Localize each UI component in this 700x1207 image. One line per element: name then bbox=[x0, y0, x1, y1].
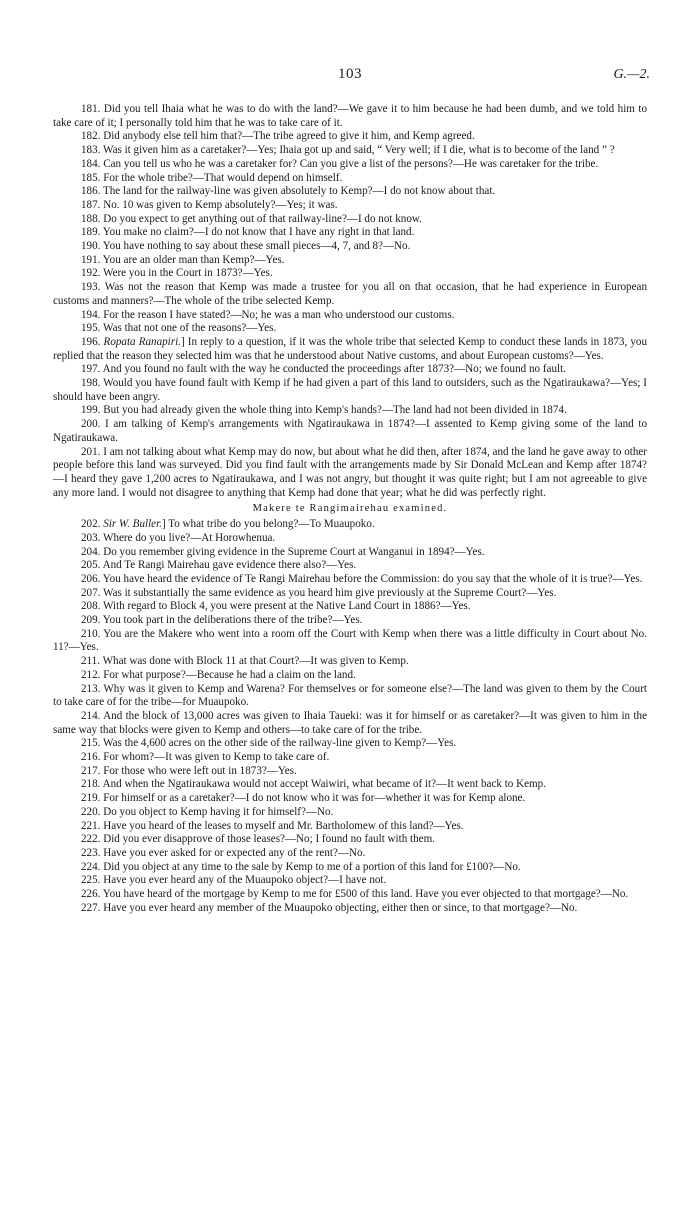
paragraph-text: 187. No. 10 was given to Kemp absolutely?—Yes; it was. bbox=[81, 198, 338, 211]
evidence-paragraph bbox=[53, 806, 647, 820]
evidence-paragraph bbox=[53, 710, 647, 737]
evidence-paragraph bbox=[53, 833, 647, 847]
evidence-paragraph bbox=[53, 737, 647, 751]
evidence-paragraph bbox=[53, 628, 647, 655]
evidence-paragraph bbox=[53, 158, 647, 172]
evidence-paragraph bbox=[53, 902, 647, 916]
paragraph-text: 188. Do you expect to get anything out of that railway-line?—I do not know. bbox=[81, 212, 422, 225]
evidence-paragraph bbox=[53, 322, 647, 336]
paragraph-text: 208. With regard to Block 4, you were present at the Native Land Court in 1886?—Yes. bbox=[81, 600, 471, 613]
evidence-paragraph bbox=[53, 130, 647, 144]
paragraph-text: 186. The land for the railway-line was given absolutely to Kemp?—I do not know about that. bbox=[81, 185, 496, 198]
paragraph-text: 214. And the block of 13,000 acres was given to Ihaia Taueki: was it for himself or as caretaker?—It was given to him in the same way that blocks were given to Kemp and others—to take care of for the tribe. bbox=[53, 709, 647, 736]
speaker-name: Sir W. Buller. bbox=[103, 518, 162, 531]
page-header bbox=[0, 68, 700, 84]
paragraph-text: 190. You have nothing to say about these small pieces—4, 7, and 8?—No. bbox=[81, 240, 411, 253]
page-body bbox=[53, 103, 647, 915]
evidence-paragraph bbox=[53, 683, 647, 710]
paragraph-text: 206. You have heard the evidence of Te Rangi Mairehau before the Commission: do you say that the whole of it is true?—Yes. bbox=[81, 572, 643, 585]
evidence-paragraph bbox=[53, 559, 647, 573]
paragraph-text: 181. Did you tell Ihaia what he was to do with the land?—We gave it to him because he had been dumb, and we told him to take care of it; I personally told him that he was to take care of it. bbox=[53, 103, 647, 129]
evidence-section-1 bbox=[53, 103, 647, 500]
evidence-paragraph bbox=[53, 254, 647, 268]
evidence-paragraph bbox=[53, 418, 647, 445]
paragraph-text: 211. What was done with Block 11 at that Court?—It was given to Kemp. bbox=[81, 655, 409, 668]
paragraph-text: 215. Was the 4,600 acres on the other side of the railway-line given to Kemp?—Yes. bbox=[81, 737, 457, 750]
evidence-paragraph bbox=[53, 778, 647, 792]
paragraph-text: 192. Were you in the Court in 1873?—Yes. bbox=[81, 267, 273, 280]
evidence-paragraph bbox=[53, 240, 647, 254]
evidence-paragraph bbox=[53, 144, 647, 158]
paragraph-text: 217. For those who were left out in 1873?—Yes. bbox=[81, 764, 297, 777]
page-number: 103 bbox=[338, 66, 362, 82]
speaker-name: Ropata Ranapiri. bbox=[103, 335, 181, 348]
evidence-paragraph bbox=[53, 404, 647, 418]
paragraph-text: 203. Where do you live?—At Horowhenua. bbox=[81, 531, 276, 544]
evidence-paragraph bbox=[53, 363, 647, 377]
evidence-paragraph bbox=[53, 751, 647, 765]
paragraph-text: 222. Did you ever disapprove of those leases?—No; I found no fault with them. bbox=[81, 833, 435, 846]
paragraph-text: 189. You make no claim?—I do not know that I have any right in that land. bbox=[81, 226, 415, 239]
paragraph-text: 218. And when the Ngatiraukawa would not accept Waiwiri, what became of it?—It went back to Kemp. bbox=[81, 778, 547, 791]
evidence-paragraph bbox=[53, 267, 647, 281]
paragraph-text: 194. For the reason I have stated?—No; he was a man who understood our customs. bbox=[81, 308, 455, 321]
evidence-paragraph bbox=[53, 336, 647, 363]
paragraph-text: 225. Have you ever heard any of the Muaupoko object?—I have not. bbox=[81, 874, 387, 887]
evidence-paragraph bbox=[53, 792, 647, 806]
paragraph-text: 212. For what purpose?—Because he had a claim on the land. bbox=[81, 668, 356, 681]
question-number: 202. bbox=[81, 518, 104, 531]
paragraph-text: 184. Can you tell us who he was a caretaker for? Can you give a list of the persons?—He was caretaker for the tribe. bbox=[81, 157, 599, 170]
evidence-paragraph bbox=[53, 281, 647, 308]
paragraph-text: 195. Was that not one of the reasons?—Yes. bbox=[81, 322, 277, 335]
document-reference: G.—2. bbox=[613, 67, 650, 82]
paragraph-text: 200. I am talking of Kemp's arrangements with Ngatiraukawa in 1874?—I assented to Kemp giving some of the land to Ngatiraukawa. bbox=[53, 418, 647, 444]
evidence-paragraph bbox=[53, 172, 647, 186]
evidence-paragraph bbox=[53, 213, 647, 227]
paragraph-text: 207. Was it substantially the same evidence as you heard him give previously at the Supreme Court?—Yes. bbox=[81, 586, 557, 599]
evidence-paragraph bbox=[53, 103, 647, 130]
evidence-paragraph bbox=[53, 820, 647, 834]
paragraph-text: 221. Have you heard of the leases to myself and Mr. Bartholomew of this land?—Yes. bbox=[81, 819, 464, 832]
paragraph-text: 205. And Te Rangi Mairehau gave evidence there also?—Yes. bbox=[81, 559, 357, 572]
paragraph-text: 220. Do you object to Kemp having it for himself?—No. bbox=[81, 805, 334, 818]
evidence-section-2 bbox=[53, 518, 647, 915]
evidence-paragraph bbox=[53, 765, 647, 779]
paragraph-text: 201. I am not talking about what Kemp may do now, but about what he did then, after 1874, and the land he gave away to other people before this land was surveyed. Did you find fault with the arrangements made by Sir Donald McLean and Kemp after 1874?—I heard they gave 1,200 acres to Ngatiraukawa, and I was not angry, but thought it was quite right; but I am not agreeable to give any more land. I would not disagree to anything that Kemp had done that year; what he did was perfectly right. bbox=[53, 445, 647, 499]
question-number: 196. bbox=[81, 335, 104, 348]
paragraph-text: ] To what tribe do you belong?—To Muaupoko. bbox=[161, 518, 375, 531]
paragraph-text: 191. You are an older man than Kemp?—Yes. bbox=[81, 253, 285, 266]
evidence-paragraph bbox=[53, 573, 647, 587]
paragraph-text: 224. Did you object at any time to the sale by Kemp to me of a portion of this land for £100?—No. bbox=[81, 860, 521, 873]
evidence-paragraph bbox=[53, 199, 647, 213]
paragraph-text: 197. And you found no fault with the way he conducted the proceedings after 1873?—No; we found no fault. bbox=[81, 363, 566, 376]
evidence-paragraph bbox=[53, 600, 647, 614]
paragraph-text: 216. For whom?—It was given to Kemp to take care of. bbox=[81, 751, 330, 764]
paragraph-text: 210. You are the Makere who went into a room off the Court with Kemp when there was a little difficulty in Court about No. 11?—Yes. bbox=[53, 627, 647, 654]
evidence-paragraph bbox=[53, 587, 647, 601]
evidence-paragraph bbox=[53, 446, 647, 501]
paragraph-text: 185. For the whole tribe?—That would depend on himself. bbox=[81, 171, 343, 184]
paragraph-text: 223. Have you ever asked for or expected any of the rent?—No. bbox=[81, 846, 366, 859]
witness-heading: Makere te Rangimairehau examined. bbox=[252, 503, 448, 515]
paragraph-text: 213. Why was it given to Kemp and Warena? For themselves or for someone else?—The land was given to them by the Court to take care of for the tribe—for Muaupoko. bbox=[53, 682, 647, 709]
paragraph-text: 209. You took part in the deliberations there of the tribe?—Yes. bbox=[81, 614, 363, 627]
evidence-paragraph bbox=[53, 309, 647, 323]
evidence-paragraph bbox=[53, 888, 647, 902]
evidence-paragraph bbox=[53, 518, 647, 532]
paragraph-text: 227. Have you ever heard any member of the Muaupoko objecting, either then or since, to that mortgage?—No. bbox=[81, 901, 578, 914]
paragraph-text: 198. Would you have found fault with Kemp if he had given a part of this land to outsiders, such as the Ngatiraukawa?—Yes; I should have been angry. bbox=[53, 377, 647, 403]
evidence-paragraph bbox=[53, 377, 647, 404]
evidence-paragraph bbox=[53, 532, 647, 546]
evidence-paragraph bbox=[53, 847, 647, 861]
paragraph-text: 219. For himself or as a caretaker?—I do not know who it was for—whether it was for Kemp alone. bbox=[81, 792, 526, 805]
paragraph-text: ] In reply to a question, if it was the whole tribe that selected Kemp to conduct these lands in 1873, you replied that the reason they selected him was that he understood about Native customs, and about European customs?—Yes. bbox=[53, 335, 647, 362]
paragraph-text: 183. Was it given him as a caretaker?—Yes; Ihaia got up and said, “ Very well; if I die, what is to become of the land ” ? bbox=[81, 144, 615, 157]
paragraph-text: 193. Was not the reason that Kemp was made a trustee for you all on that occasion, that he had experience in European customs and manners?—The whole of the tribe selected Kemp. bbox=[53, 281, 647, 307]
evidence-paragraph bbox=[53, 861, 647, 875]
evidence-paragraph bbox=[53, 669, 647, 683]
paragraph-text: 204. Do you remember giving evidence in the Supreme Court at Wanganui in 1894?—Yes. bbox=[81, 545, 485, 558]
evidence-paragraph bbox=[53, 655, 647, 669]
paragraph-text: 182. Did anybody else tell him that?—The tribe agreed to give it him, and Kemp agreed. bbox=[81, 130, 475, 143]
evidence-paragraph bbox=[53, 185, 647, 199]
evidence-paragraph bbox=[53, 614, 647, 628]
evidence-paragraph bbox=[53, 874, 647, 888]
evidence-paragraph bbox=[53, 546, 647, 560]
evidence-paragraph bbox=[53, 226, 647, 240]
paragraph-text: 199. But you had already given the whole thing into Kemp's hands?—The land had not been divided in 1874. bbox=[81, 404, 567, 417]
paragraph-text: 226. You have heard of the mortgage by Kemp to me for £500 of this land. Have you ever objected to that mortgage?—No. bbox=[81, 888, 629, 901]
